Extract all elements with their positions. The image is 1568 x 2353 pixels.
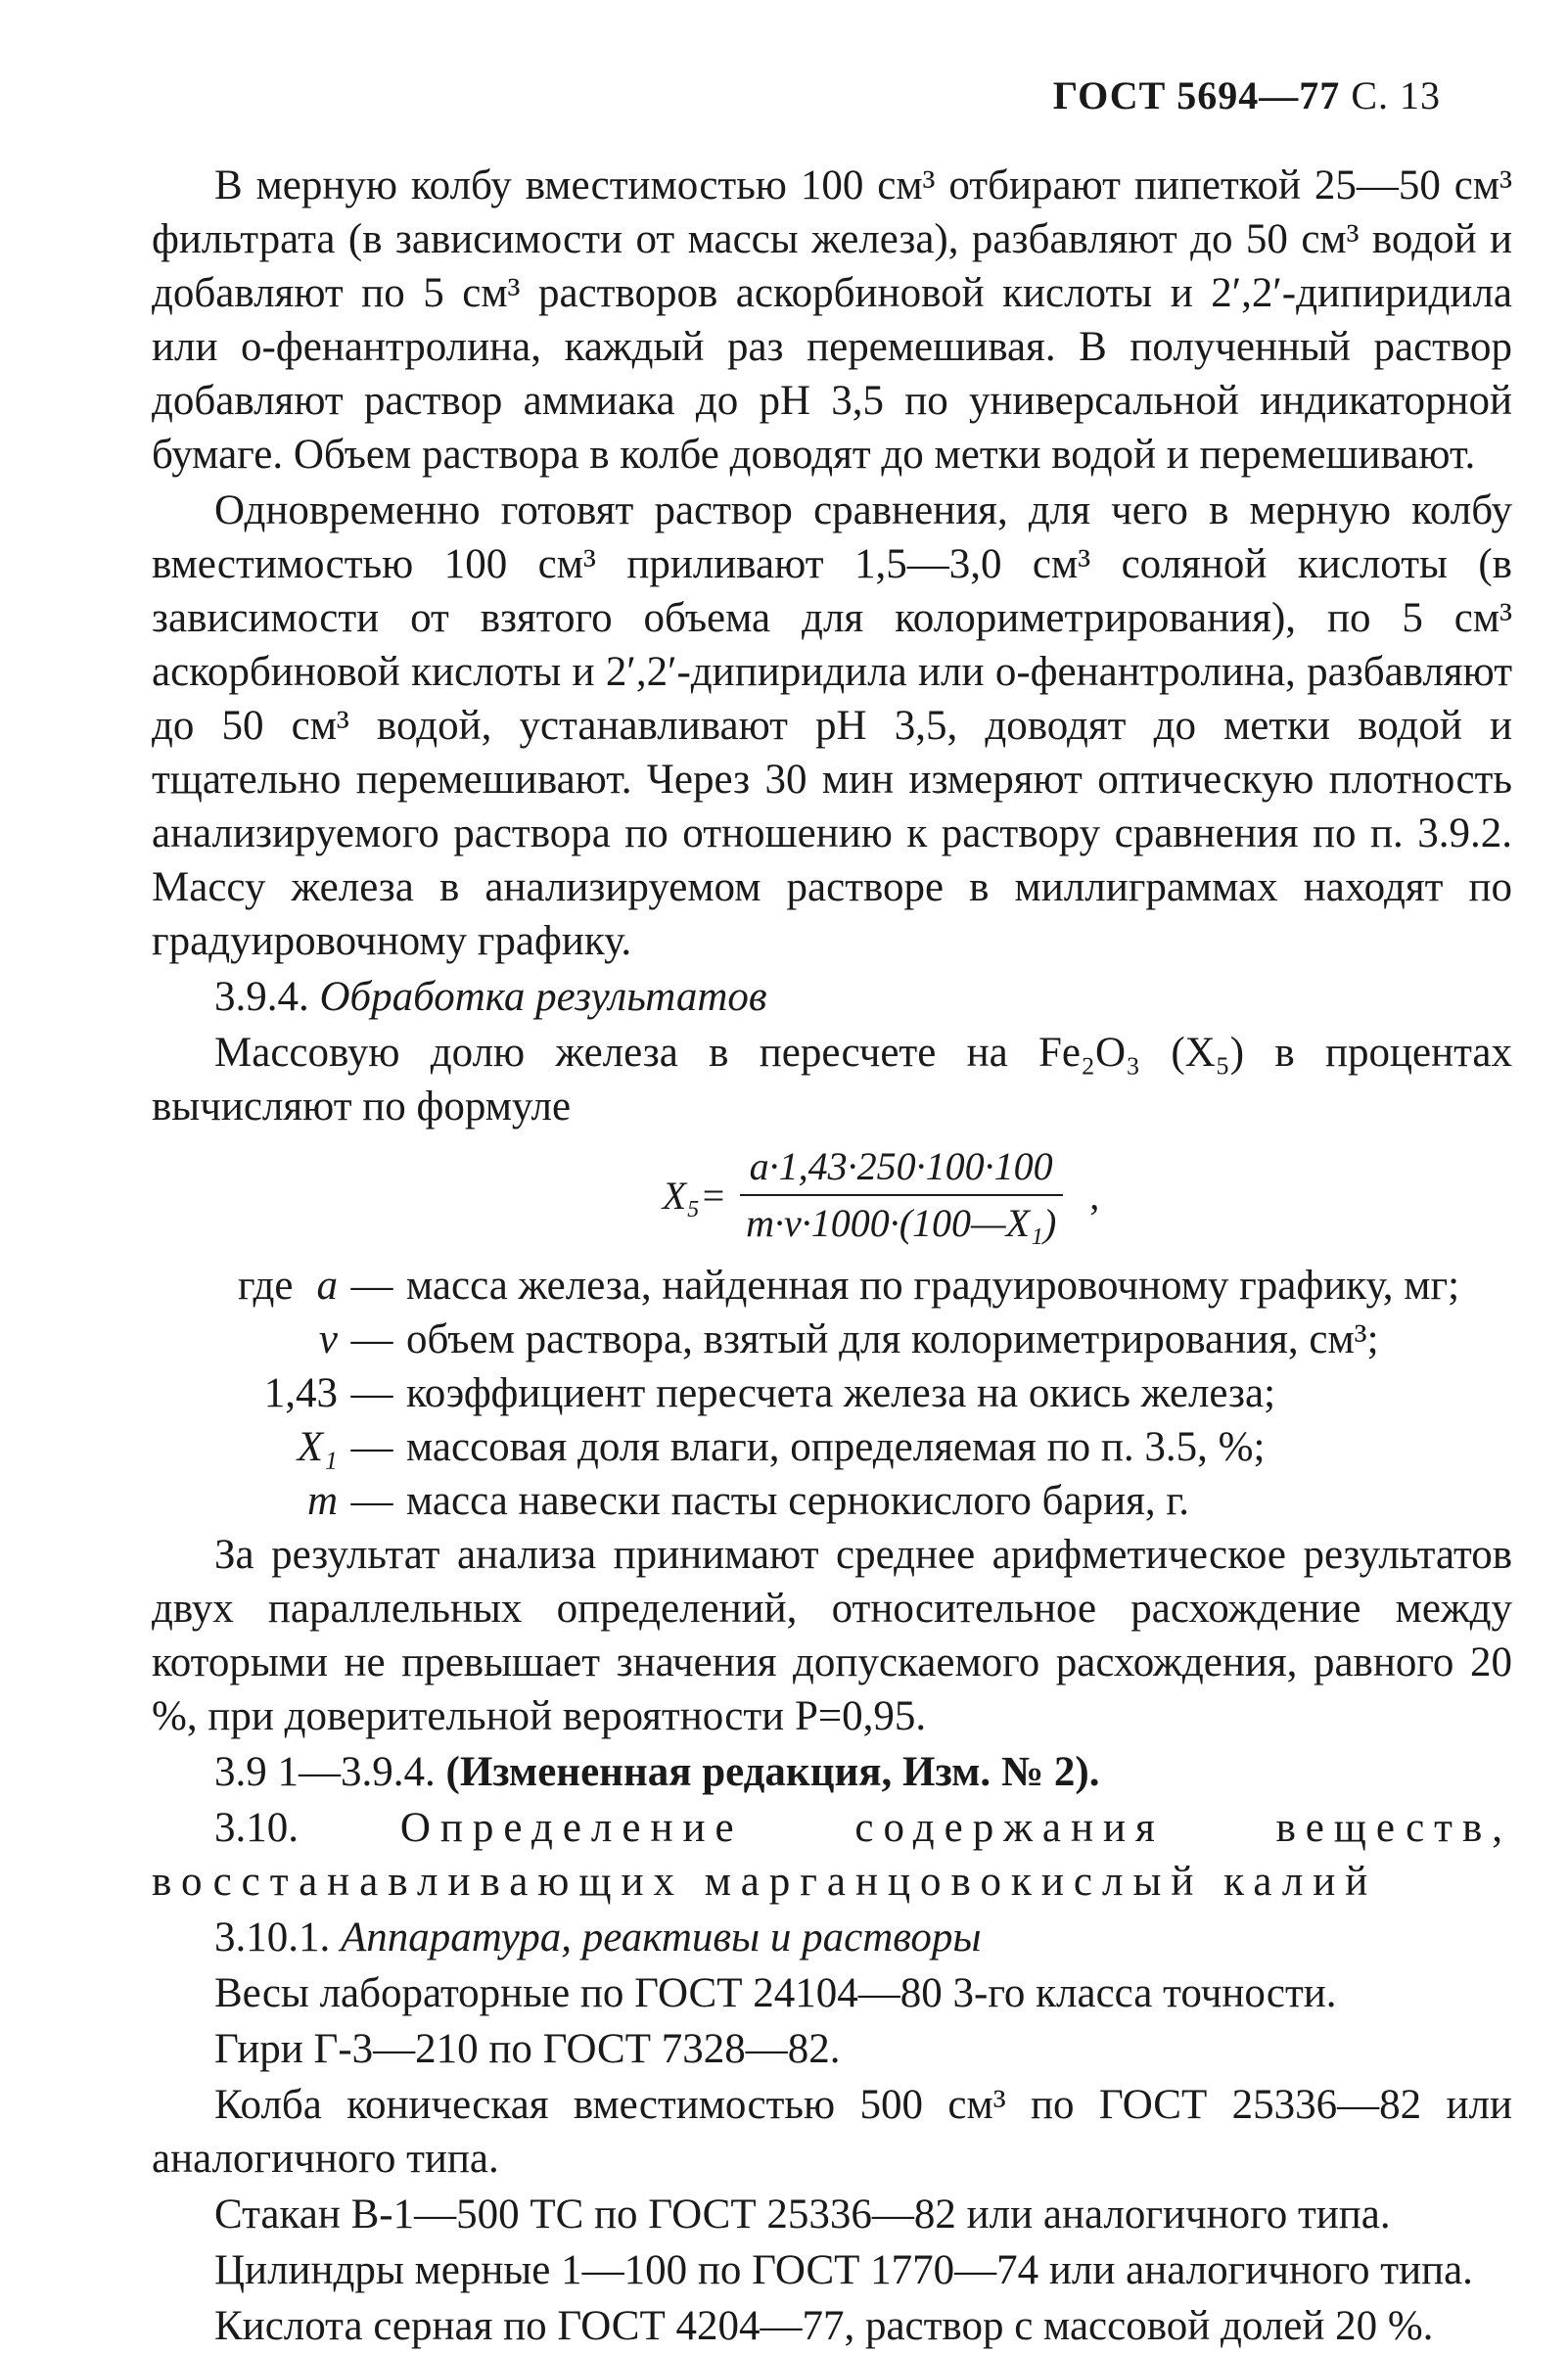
definition-row <box>152 1313 1512 1366</box>
section-number: 3.9.4. <box>214 974 309 1020</box>
section-3-10-1-heading <box>152 1911 1512 1964</box>
reagent-sulfuric-acid: Кислота серная по ГОСТ 4204—77, раствор с массовой долей 20 %. <box>214 2303 1434 2349</box>
definition-dash: — <box>350 1316 393 1362</box>
formula-numerator: a·1,43·250·100·100 <box>740 1143 1063 1196</box>
definition-text: объем раствора, взятый для колориметрирования, см³; <box>406 1316 1379 1362</box>
section-title: Аппаратура, реактивы и растворы <box>341 1915 982 1961</box>
definition-symbol: a <box>316 1263 338 1309</box>
definition-text: массовая доля влаги, определяемая по п. 3.5, %; <box>406 1424 1266 1470</box>
section-number: 3.10.1. <box>214 1915 331 1961</box>
section-title: Определение содержания веществ, восстанавливающих марганцовокислый калий <box>152 1805 1512 1905</box>
definition-symbol: 1,43 <box>263 1370 338 1416</box>
amendment-range: 3.9 1—3.9.4. <box>214 1749 436 1795</box>
definition-text: коэффициент пересчета железа на окись железа; <box>406 1370 1276 1416</box>
formula-lhs: X₅= <box>662 1173 727 1218</box>
paragraph-result-rule: За результат анализа принимают среднее арифметическое результатов двух параллельных определений, относительное расхождение между которыми не превышает значения допускаемого расхождения, равного 20 %, при доверительной вероятности P=0,95. <box>152 1532 1512 1739</box>
section-title: Обработка результатов <box>319 974 767 1020</box>
definition-dash: — <box>350 1478 393 1524</box>
definition-symbol: X₁ <box>297 1424 338 1470</box>
formula-definitions <box>152 1259 1512 1528</box>
section-number: 3.10. <box>214 1805 299 1851</box>
formula-fraction <box>736 1143 1066 1247</box>
definition-symbol: m <box>306 1478 338 1524</box>
body-text <box>152 159 1512 2353</box>
paragraph-sample-preparation: В мерную колбу вместимостью 100 см³ отбирают пипеткой 25—50 см³ фильтрата (в зависимости от массы железа), разбавляют до 50 см³ водой и добавляют по 5 см³ растворов аскорбиновой кислоты и 2′,2′-дипиридила или о-фенантролина, каждый раз перемешивая. В полученный раствор добавляют раствор аммиака до рН 3,5 по универсальной индикаторной бумаге. Объем раствора в колбе доводят до метки водой и перемешивают. <box>152 162 1512 478</box>
definition-lead: где <box>238 1263 294 1309</box>
formula-denominator: m·v·1000·(100—X₁) <box>746 1201 1057 1245</box>
definition-row <box>152 1366 1512 1420</box>
standard-number: ГОСТ 5694—77 <box>1052 73 1341 117</box>
definition-symbol: v <box>318 1316 338 1362</box>
definition-dash: — <box>350 1370 393 1416</box>
equipment-weights: Гири Г-3—210 по ГОСТ 7328—82. <box>214 2026 841 2072</box>
paragraph-reference-solution: Одновременно готовят раствор сравнения, для чего в мерную колбу вместимостью 100 см³ приливают 1,5—3,0 см³ соляной кислоты (в зависимости от взятого объема для колориметрирования), по 5 см³ аскорбиновой кислоты и 2′,2′-дипиридила или о-фенантролина, разбавляют до 50 см³ водой, устанавливают рН 3,5, доводят до метки водой и тщательно перемешивают. Через 30 мин измеряют оптическую плотность анализируемого раствора по отношению к раствору сравнения по п. 3.9.2. Массу железа в анализируемом растворе в миллиграммах находят по градуировочному графику. <box>152 487 1512 964</box>
equipment-scales: Весы лабораторные по ГОСТ 24104—80 3-го класса точности. <box>214 1970 1337 2016</box>
equipment-flask: Колба коническая вместимостью 500 см³ по ГОСТ 25336—82 или аналогичного типа. <box>152 2082 1512 2182</box>
definition-row <box>152 1259 1512 1313</box>
definition-text: масса навески пасты сернокислого бария, г. <box>406 1478 1189 1524</box>
definition-text: масса железа, найденная по градуировочному графику, мг; <box>406 1263 1460 1309</box>
amendment-note: (Измененная редакция, Изм. № 2). <box>445 1749 1100 1795</box>
definition-dash: — <box>350 1424 393 1470</box>
definition-row <box>152 1474 1512 1528</box>
definition-dash: — <box>350 1263 393 1309</box>
section-3-10-heading <box>152 1801 1512 1909</box>
definition-row <box>152 1420 1512 1474</box>
formula-x5 <box>250 1137 1512 1253</box>
page-number: С. 13 <box>1351 73 1441 117</box>
paragraph-formula-intro: Массовую долю железа в пересчете на Fe₂O₃ (X₅) в процентах вычисляют по формуле <box>152 1030 1512 1130</box>
equipment-beaker: Стакан В-1—500 ТС по ГОСТ 25336—82 или аналогичного типа. <box>214 2192 1391 2238</box>
definition-symbol-cell <box>152 1366 338 1420</box>
page-header <box>1053 69 1441 122</box>
equipment-cylinders: Цилиндры мерные 1—100 по ГОСТ 1770—74 или аналогичного типа. <box>214 2247 1473 2293</box>
definition-symbol-cell <box>152 1259 338 1313</box>
formula-comma: , <box>1089 1173 1100 1218</box>
definition-symbol-cell <box>152 1474 338 1528</box>
definition-symbol-cell <box>152 1313 338 1366</box>
definition-symbol-cell <box>152 1420 338 1474</box>
paragraph-amendment <box>152 1745 1512 1799</box>
section-3-9-4-heading <box>152 970 1512 1024</box>
